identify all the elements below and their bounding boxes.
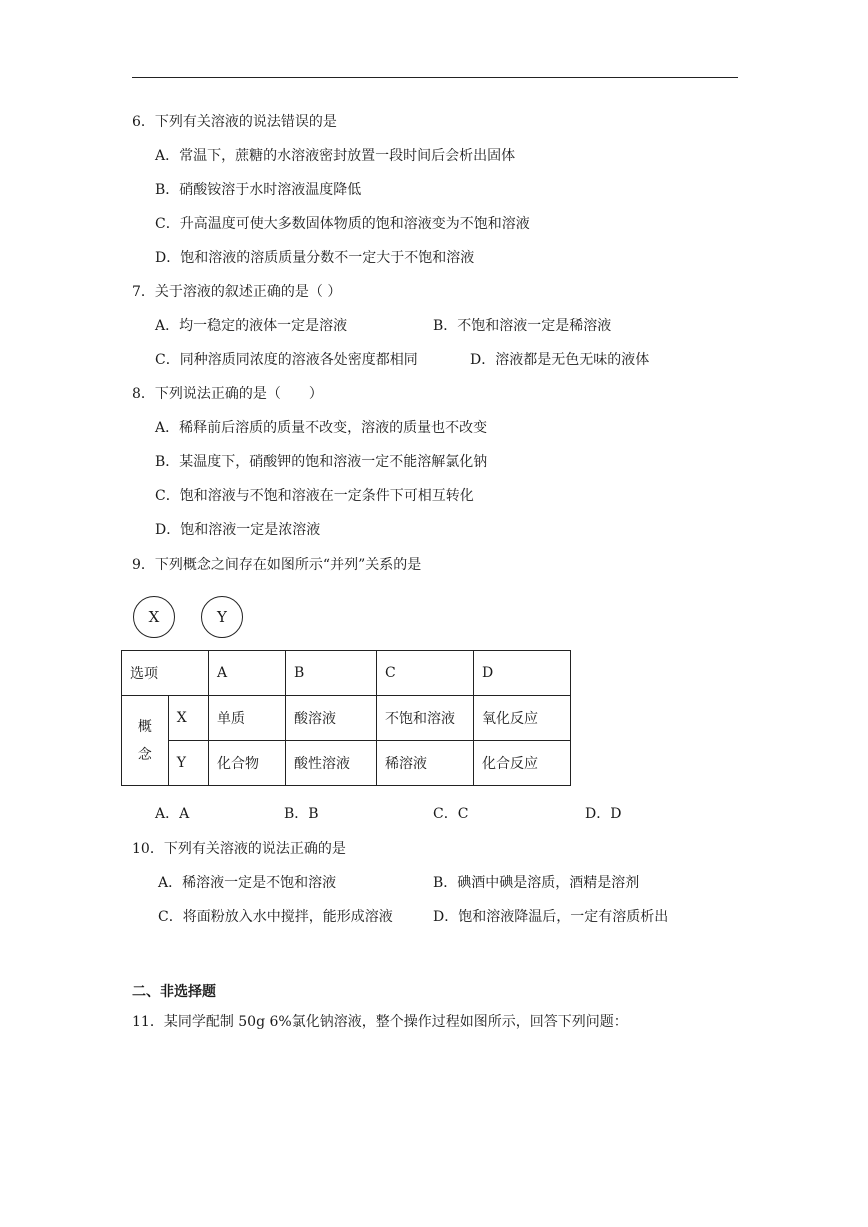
table-row xyxy=(122,696,571,741)
top-rule xyxy=(132,77,738,78)
q10-option-b: B．碘酒中碘是溶质，酒精是溶剂 xyxy=(433,875,640,891)
row-x-cell-b: 酸溶液 xyxy=(286,696,377,741)
q6-option-c: C．升高温度可使大多数固体物质的饱和溶液变为不饱和溶液 xyxy=(155,216,530,232)
q8-stem: 8．下列说法正确的是（ ） xyxy=(132,386,323,402)
row-y-cell-d: 化合反应 xyxy=(474,741,571,786)
q7-option-d: D．溶液都是无色无味的液体 xyxy=(470,352,650,368)
q6-option-b: B．硝酸铵溶于水时溶液温度降低 xyxy=(155,182,362,198)
concept-group-label-1: 概 xyxy=(137,718,152,735)
row-x-cell-c: 不饱和溶液 xyxy=(377,696,474,741)
table-header-row xyxy=(122,651,571,696)
q9-stem: 9．下列概念之间存在如图所示“并列”关系的是 xyxy=(132,557,422,573)
circle-y: Y xyxy=(201,596,243,638)
q8-option-a: A．稀释前后溶质的质量不改变，溶液的质量也不改变 xyxy=(155,420,488,436)
q9-option-b: B．B xyxy=(284,806,319,822)
header-col-d: D xyxy=(474,651,571,696)
header-col-b: B xyxy=(286,651,377,696)
header-label: 选项 xyxy=(122,651,209,696)
q8-option-b: B．某温度下，硝酸钾的饱和溶液一定不能溶解氯化钠 xyxy=(155,454,488,470)
row-y-cell-b: 酸性溶液 xyxy=(286,741,377,786)
q9-option-d: D．D xyxy=(585,806,622,822)
section-title: 二、非选择题 xyxy=(132,984,216,1000)
header-col-c: C xyxy=(377,651,474,696)
row-y-cell-c: 稀溶液 xyxy=(377,741,474,786)
q7-option-c: C．同种溶质同浓度的溶液各处密度都相同 xyxy=(155,352,418,368)
concept-table xyxy=(121,650,571,786)
header-col-a: A xyxy=(209,651,286,696)
row-x-label: X xyxy=(168,696,208,741)
q8-option-d: D．饱和溶液一定是浓溶液 xyxy=(155,522,321,538)
row-x-cell-a: 单质 xyxy=(209,696,286,741)
row-y-label: Y xyxy=(168,741,208,786)
q11-stem: 11．某同学配制 50g 6%氯化钠溶液，整个操作过程如图所示，回答下列问题： xyxy=(132,1014,628,1030)
concept-group-label xyxy=(122,696,169,786)
q6-option-a: A．常温下，蔗糖的水溶液密封放置一段时间后会析出固体 xyxy=(155,148,516,164)
q10-stem: 10．下列有关溶液的说法正确的是 xyxy=(132,841,346,857)
q10-option-a: A．稀溶液一定是不饱和溶液 xyxy=(158,875,337,891)
q8-option-c: C．饱和溶液与不饱和溶液在一定条件下可相互转化 xyxy=(155,488,474,504)
concept-group-label-2: 念 xyxy=(137,746,152,763)
q7-option-b: B．不饱和溶液一定是稀溶液 xyxy=(433,318,612,334)
q6-stem: 6．下列有关溶液的说法错误的是 xyxy=(132,114,337,130)
q7-stem: 7．关于溶液的叙述正确的是（ ） xyxy=(132,284,342,300)
q9-option-c: C．C xyxy=(433,806,469,822)
row-y-cell-a: 化合物 xyxy=(209,741,286,786)
q10-option-c: C．将面粉放入水中搅拌，能形成溶液 xyxy=(158,909,393,925)
table-row xyxy=(122,741,571,786)
q10-option-d: D．饱和溶液降温后，一定有溶质析出 xyxy=(433,909,669,925)
q6-option-d: D．饱和溶液的溶质质量分数不一定大于不饱和溶液 xyxy=(155,250,475,266)
row-x-cell-d: 氧化反应 xyxy=(474,696,571,741)
circle-x: X xyxy=(133,596,175,638)
q7-option-a: A．均一稳定的液体一定是溶液 xyxy=(155,318,348,334)
q9-option-a: A．A xyxy=(155,806,190,822)
